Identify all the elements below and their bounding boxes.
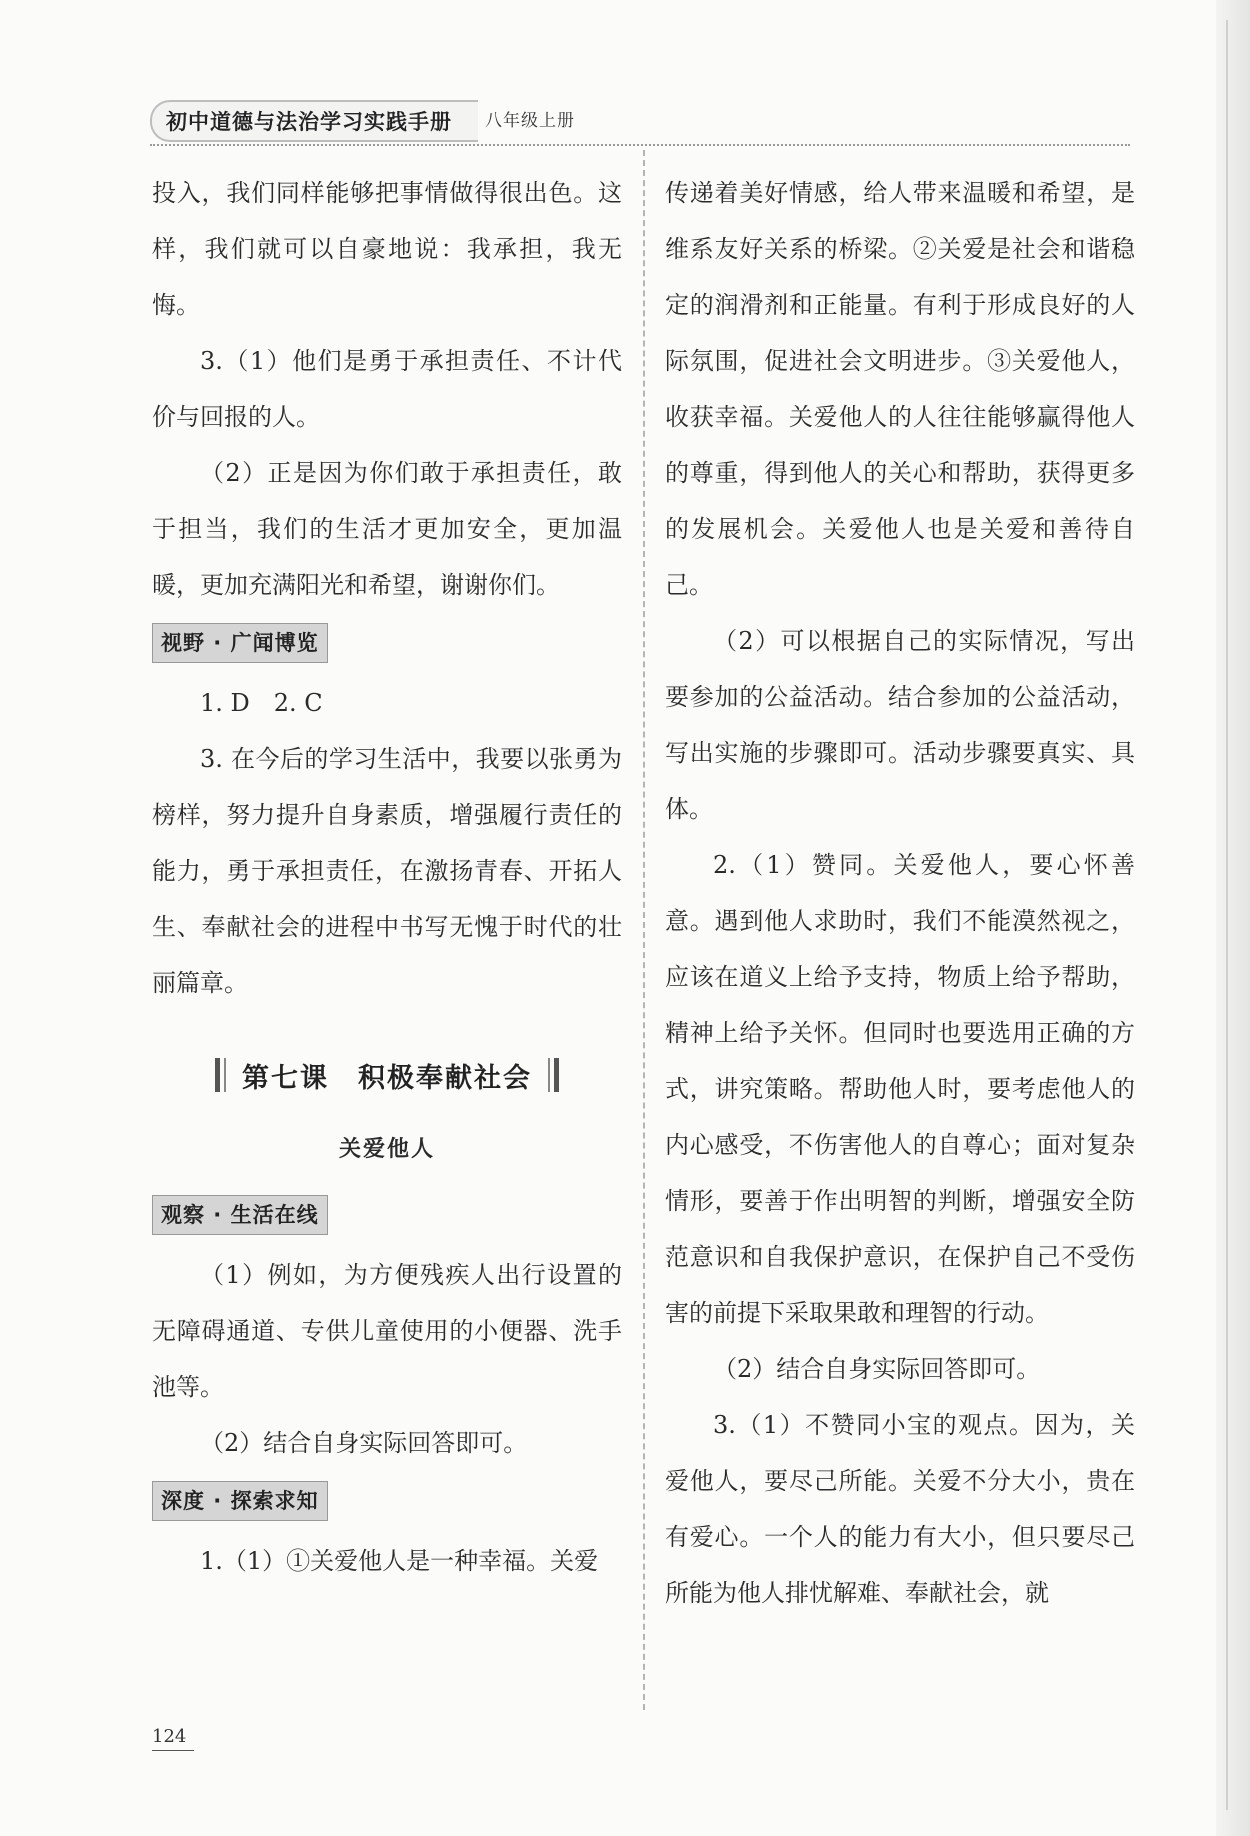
paragraph: （1）例如，为方便残疾人出行设置的无障碍通道、专供儿童使用的小便器、洗手池等。 [152,1261,622,1401]
page-edge-line [1226,20,1228,1810]
header-tab [150,100,478,142]
paragraph: （2）结合自身实际回答即可。 [713,1355,1041,1383]
section-tag-depth: 深度 · 探索求知 [152,1481,328,1521]
page-header [150,100,1130,142]
page-number-rule [152,1750,194,1751]
paragraph: 3.（1）他们是勇于承担责任、不计代价与回报的人。 [152,347,622,431]
lesson-heading [152,1049,622,1101]
paragraph: 投入，我们同样能够把事情做得很出色。这样，我们就可以自豪地说：我承担，我无悔。 [152,179,622,319]
paragraph: （2）正是因为你们敢于承担责任，敢于担当，我们的生活才更加安全，更加温暖，更加充满阳光和希望，谢谢你们。 [152,459,622,599]
lesson-bar [224,1058,226,1092]
lesson-title: 第七课 积极奉献社会 [242,1062,532,1094]
paragraph: （2）可以根据自己的实际情况，写出要参加的公益活动。结合参加的公益活动，写出实施的步骤即可。活动步骤要真实、具体。 [665,627,1135,823]
section-tag-observe: 观察 · 生活在线 [152,1195,328,1235]
header-rule [150,144,1130,146]
grade-label: 八年级上册 [485,111,575,131]
paragraph: 2.（1）赞同。关爱他人，要心怀善意。遇到他人求助时，我们不能漠然视之，应该在道义上给予支持，物质上给予帮助，精神上给予关怀。但同时也要选用正确的方式，讲究策略。帮助他人时，要考虑他人的内心感受，不伤害他人的自尊心；面对复杂情形，要善于作出明智的判断，增强安全防范意识和自我保护意识，在保护自己不受伤害的前提下采取果敢和理智的行动。 [665,851,1135,1327]
page-number: 124 [152,1726,187,1747]
lesson-bar [554,1058,559,1092]
book-title: 初中道德与法治学习实践手册 [166,110,452,134]
right-column [665,165,1135,1621]
left-column [152,165,622,1589]
paragraph: 3.（1）不赞同小宝的观点。因为，关爱他人，要尽己所能。关爱不分大小，贵在有爱心。一个人的能力有大小，但只要尽己所能为他人排忧解难、奉献社会，就 [665,1411,1135,1607]
page-edge [1216,0,1250,1836]
paragraph: 3. 在今后的学习生活中，我要以张勇为榜样，努力提升自身素质，增强履行责任的能力，勇于承担责任，在激扬青春、开拓人生、奉献社会的进程中书写无愧于时代的壮丽篇章。 [152,745,622,997]
paragraph: （2）结合自身实际回答即可。 [200,1429,528,1457]
lesson-bar [548,1058,550,1092]
answer-line: 1. D 2. C [200,689,323,717]
topic-subheading: 关爱他人 [338,1137,435,1162]
column-divider [643,150,645,1710]
paragraph: 1.（1）①关爱他人是一种幸福。关爱 [200,1547,599,1575]
section-tag-vision: 视野 · 广闻博览 [152,623,328,663]
paragraph: 传递着美好情感，给人带来温暖和希望，是维系友好关系的桥梁。②关爱是社会和谐稳定的润滑剂和正能量。有利于形成良好的人际氛围，促进社会文明进步。③关爱他人，收获幸福。关爱他人的人往往能够赢得他人的尊重，得到他人的关心和帮助，获得更多的发展机会。关爱他人也是关爱和善待自己。 [665,179,1135,599]
lesson-bar [215,1058,220,1092]
